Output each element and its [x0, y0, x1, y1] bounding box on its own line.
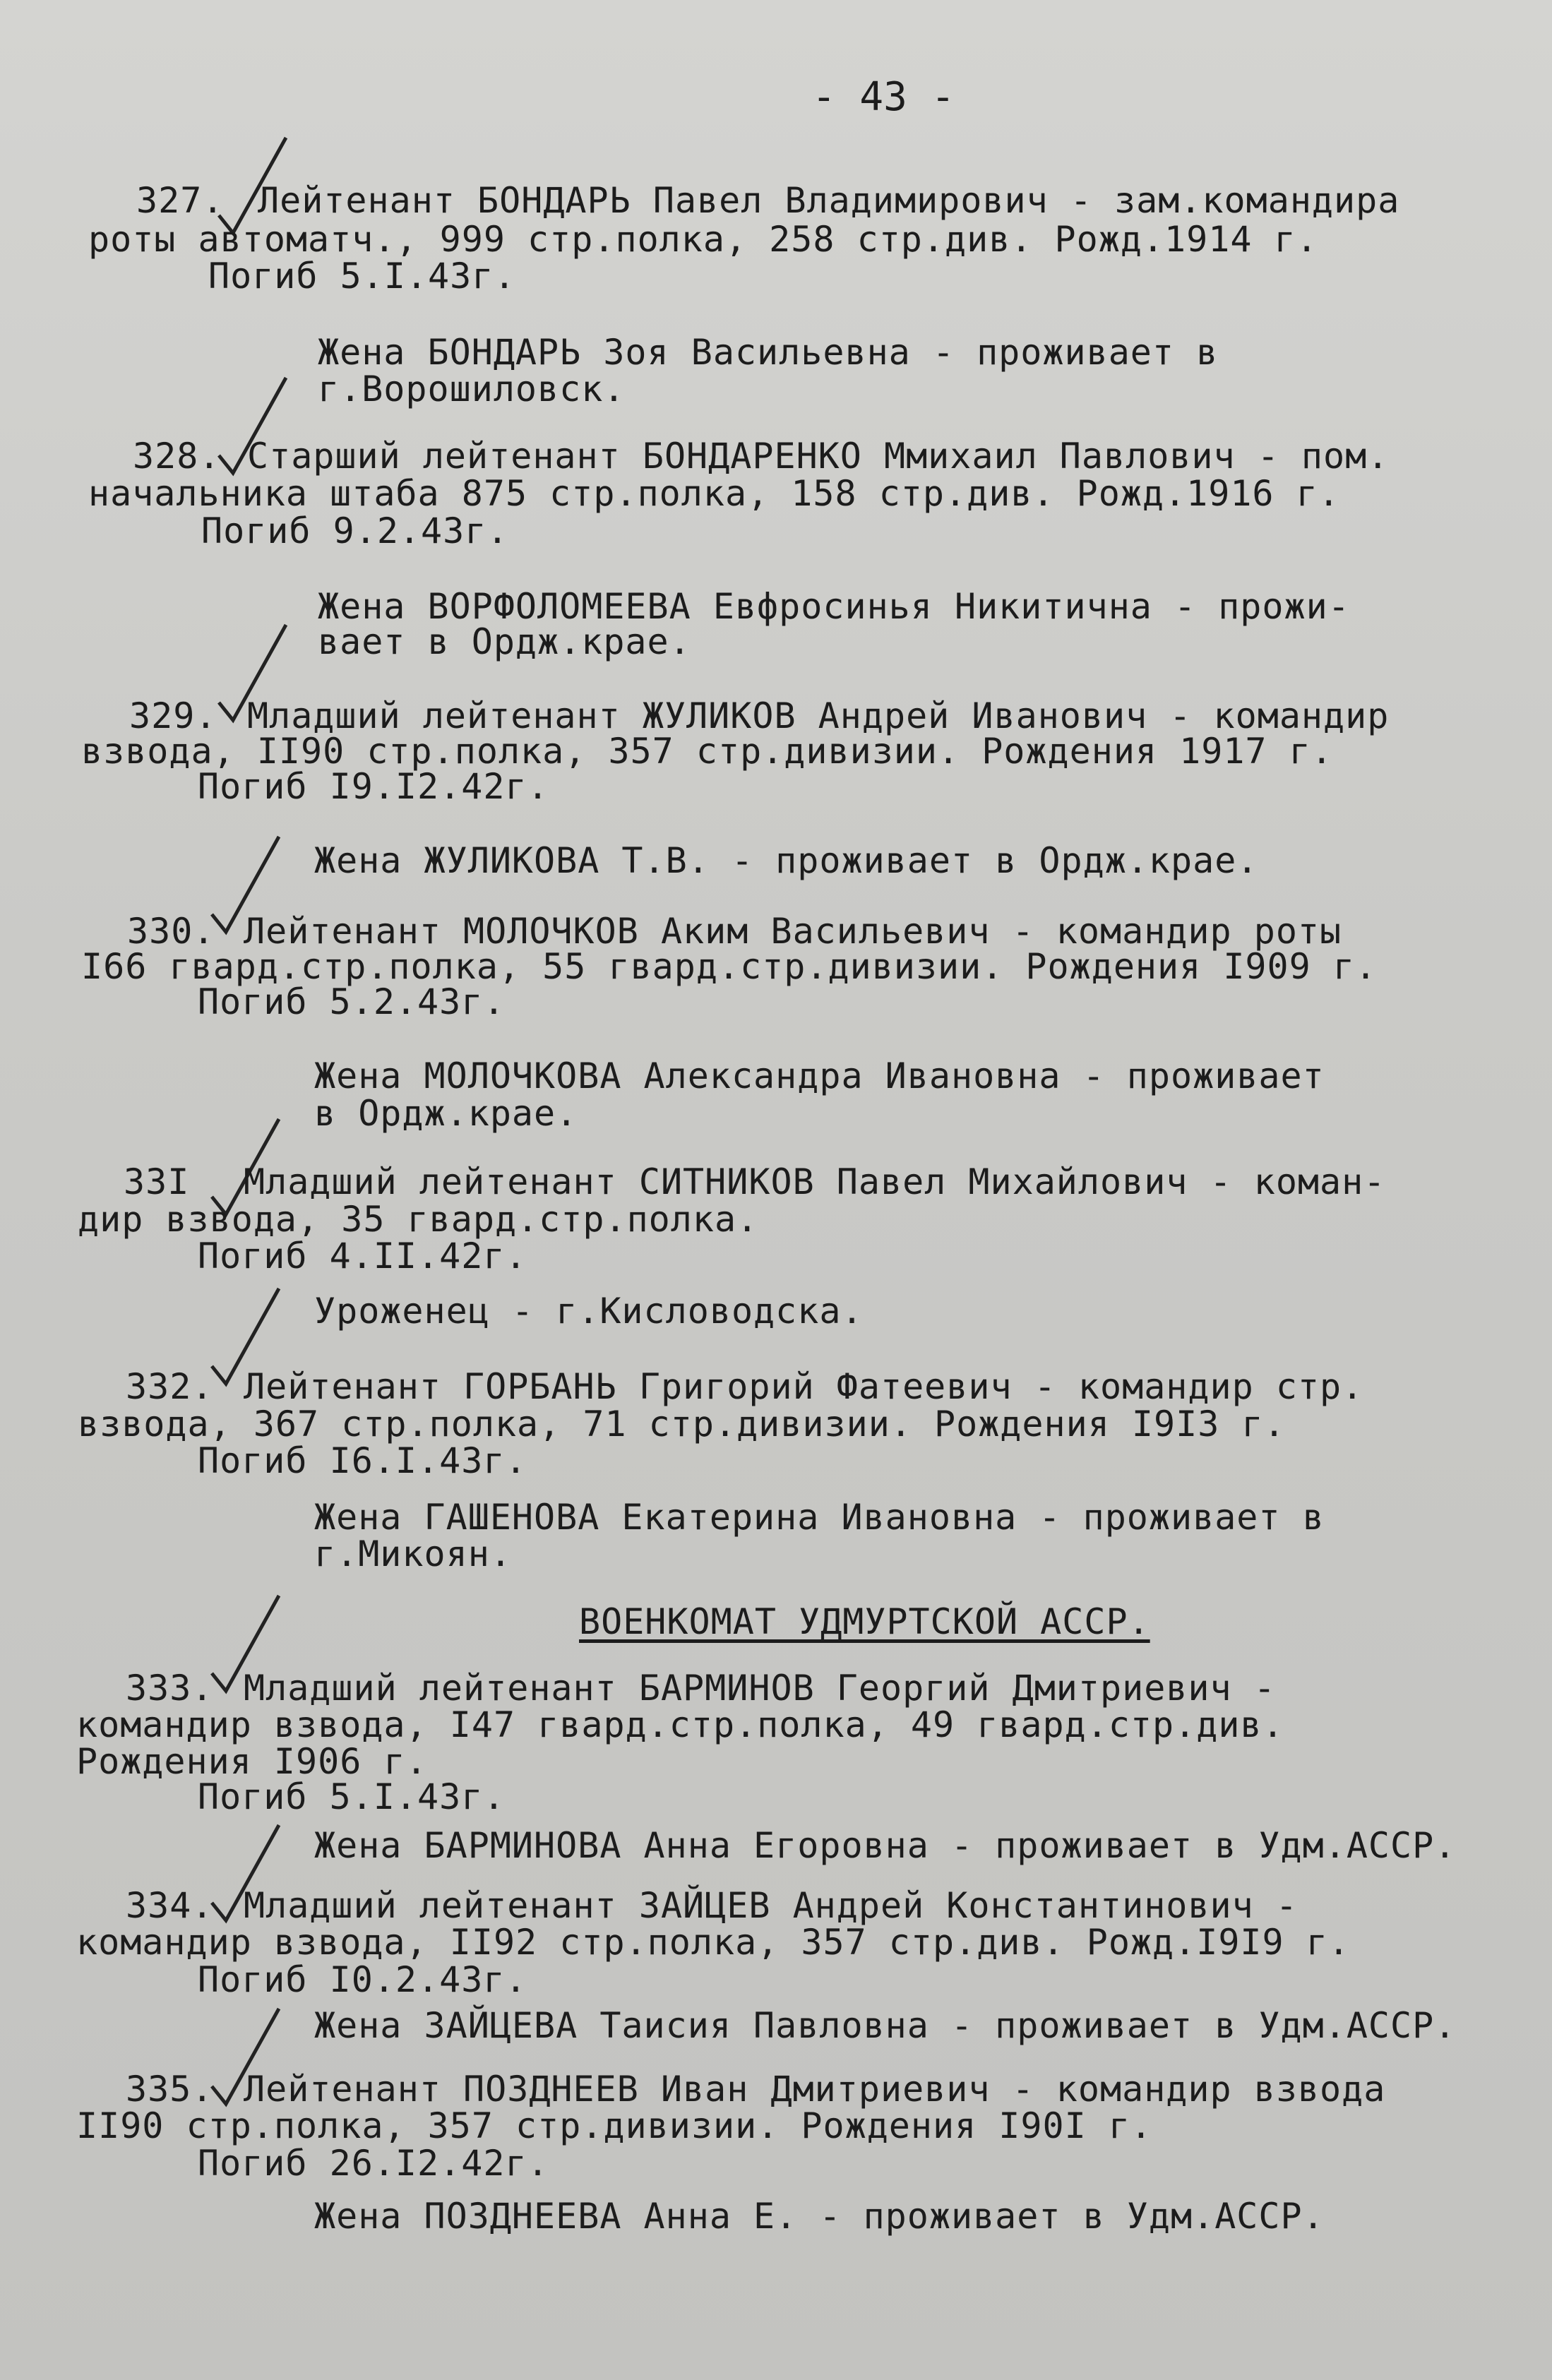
- relative-line: Жена МОЛОЧКОВА Александра Ивановна - проживает: [314, 1056, 1325, 1096]
- entry-number: 332.: [126, 1366, 214, 1407]
- entry-line: Младший лейтенант ЖУЛИКОВ Андрей Иванович - командир: [247, 695, 1390, 736]
- entry-death-date: Погиб 26.I2.42г.: [198, 2143, 549, 2184]
- entry-number: 333.: [126, 1668, 214, 1709]
- entry-number: 327.: [136, 180, 225, 221]
- entry-line: Рождения I906 г.: [76, 1741, 428, 1782]
- relative-line: Жена ЗАЙЦЕВА Таисия Павловна - проживает в Удм.АССР.: [314, 2005, 1457, 2046]
- entry-line: II90 стр.полка, 357 стр.дивизии. Рождения I90I г.: [76, 2105, 1153, 2146]
- entry-death-date: Погиб 4.II.42г.: [198, 1236, 527, 1276]
- relative-line: Жена ВОРФОЛОМЕЕВА Евфросинья Никитична - прожи-: [318, 586, 1350, 627]
- entry-death-date: Погиб 9.2.43г.: [201, 510, 509, 551]
- entry-line: Младший лейтенант СИТНИКОВ Павел Михайлович - коман-: [244, 1161, 1386, 1202]
- entry-line: Младший лейтенант ЗАЙЦЕВ Андрей Константинович -: [244, 1885, 1298, 1926]
- entry-line: взвода, II90 стр.полка, 357 стр.дивизии. Рождения 1917 г.: [81, 731, 1333, 772]
- entry-line: Младший лейтенант БАРМИНОВ Георгий Дмитриевич -: [244, 1668, 1276, 1709]
- entry-death-date: Погиб 5.2.43г.: [198, 981, 506, 1022]
- entry-line: командир взвода, I47 гвард.стр.полка, 49 гвард.стр.див.: [76, 1704, 1284, 1745]
- entry-line: командир взвода, II92 стр.полка, 357 стр.див. Рожд.I9I9 г.: [76, 1922, 1350, 1963]
- entry-line: роты автоматч., 999 стр.полка, 258 стр.див. Рожд.1914 г.: [88, 219, 1318, 260]
- relative-line: Жена БОНДАРЬ Зоя Васильевна - проживает в: [318, 332, 1219, 373]
- entry-line: начальника штаба 875 стр.полка, 158 стр.див. Рожд.1916 г.: [88, 473, 1340, 514]
- entry-death-date: Погиб I6.I.43г.: [198, 1440, 527, 1481]
- entry-number: 335.: [126, 2069, 214, 2110]
- relative-line: Жена ГАШЕНОВА Екатерина Ивановна - проживает в: [314, 1497, 1325, 1538]
- relative-line: в Ордж.крае.: [314, 1093, 578, 1134]
- page-number: - 43 -: [812, 74, 955, 120]
- relative-line: вает в Ордж.крае.: [318, 621, 691, 662]
- relative-line: Жена ЖУЛИКОВА Т.В. - проживает в Ордж.крае.: [314, 840, 1259, 881]
- entry-number: 329.: [129, 695, 217, 736]
- entry-death-date: Погиб 5.I.43г.: [198, 1776, 506, 1817]
- entry-line: Старший лейтенант БОНДАРЕНКО Ммихаил Павлович - пом.: [247, 436, 1390, 477]
- entry-line: Лейтенант ПОЗДНЕЕВ Иван Дмитриевич - командир взвода: [244, 2069, 1386, 2110]
- entry-line: I66 гвард.стр.полка, 55 гвард.стр.дивизии. Рождения I909 г.: [81, 946, 1378, 987]
- entry-line: взвода, 367 стр.полка, 71 стр.дивизии. Рождения I9I3 г.: [78, 1404, 1286, 1445]
- entry-death-date: Погиб I9.I2.42г.: [198, 766, 549, 807]
- entry-number: 33I: [124, 1161, 190, 1202]
- section-heading: ВОЕНКОМАТ УДМУРТСКОЙ АССР.: [579, 1601, 1150, 1642]
- entry-death-date: Погиб 5.I.43г.: [208, 256, 516, 297]
- relative-line: г.Ворошиловск.: [318, 369, 626, 409]
- entry-line: Лейтенант ГОРБАНЬ Григорий Фатеевич - командир стр.: [244, 1366, 1364, 1407]
- entry-number: 334.: [126, 1885, 214, 1926]
- entry-number: 330.: [127, 911, 215, 952]
- entry-line: Лейтенант БОНДАРЬ Павел Владимирович - зам.командира: [258, 180, 1400, 221]
- relative-line: Уроженец - г.Кисловодска.: [314, 1291, 864, 1332]
- entry-line: дир взвода, 35 гвард.стр.полка.: [78, 1199, 759, 1240]
- entry-number: 328.: [133, 436, 221, 477]
- relative-line: Жена ПОЗДНЕЕВА Анна Е. - проживает в Удм.АССР.: [314, 2196, 1325, 2237]
- entry-death-date: Погиб I0.2.43г.: [198, 1959, 527, 2000]
- relative-line: г.Микоян.: [314, 1533, 512, 1574]
- entry-line: Лейтенант МОЛОЧКОВ Аким Васильевич - командир роты: [244, 911, 1342, 952]
- relative-line: Жена БАРМИНОВА Анна Егоровна - проживает в Удм.АССР.: [314, 1825, 1457, 1866]
